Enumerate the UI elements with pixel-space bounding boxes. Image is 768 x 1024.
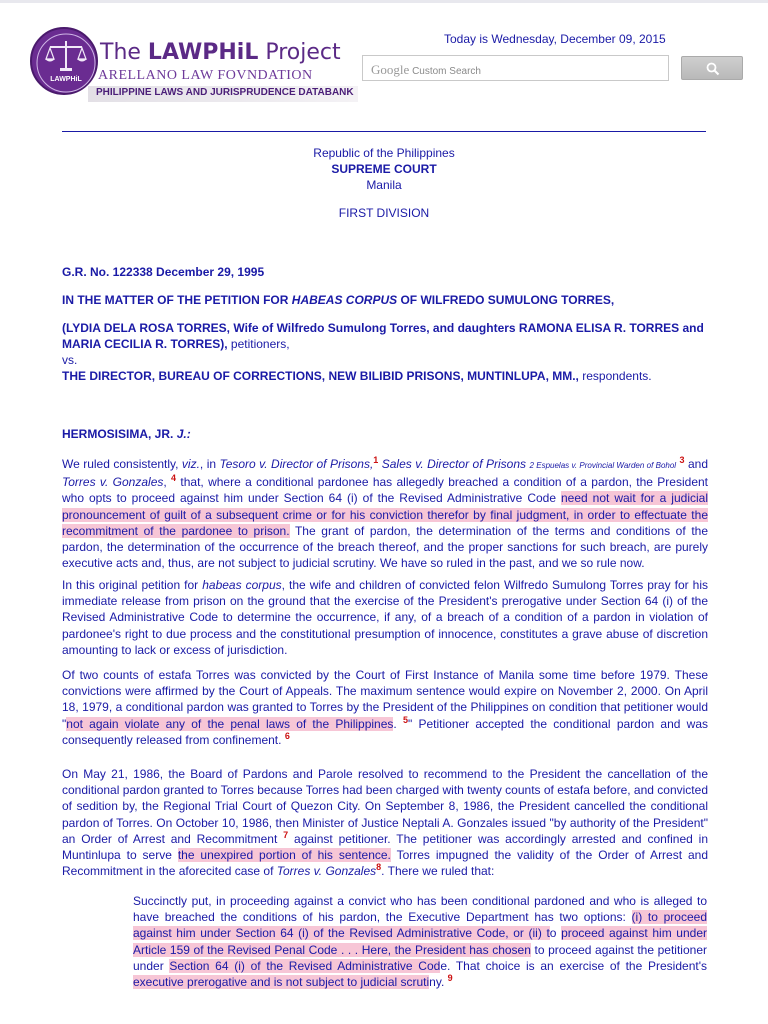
databank-label: PHILIPPINE LAWS AND JURISPRUDENCE DATABANK xyxy=(96,87,354,98)
highlight: Section 64 (i) of the Revised Administrative Cod xyxy=(169,958,441,973)
highlight: proceed against him under Article 159 of the Revised Penal Code . . . Here, the President has chosen xyxy=(133,926,707,957)
highlight: (i) to proceed against him under Section 64 (i) of the Revised Administrative Code, or (ii) t xyxy=(133,910,708,941)
footnote-link-7[interactable]: 7 xyxy=(283,829,289,840)
footnote-link-5[interactable]: 5 xyxy=(402,714,408,725)
ponente: HERMOSISIMA, JR. J.: xyxy=(62,427,191,441)
search-placeholder: Google Custom Search xyxy=(371,62,481,77)
title-prefix: The xyxy=(100,40,141,65)
footnote-link-9[interactable]: 9 xyxy=(447,973,453,984)
seal-text: LAWPHiL xyxy=(50,76,82,83)
footnote-link-4[interactable]: 4 xyxy=(171,473,177,484)
title-brand: LAWPHiL xyxy=(147,40,259,65)
footnote-link-3[interactable]: 3 xyxy=(679,455,685,465)
petitioners: (LYDIA DELA ROSA TORRES, Wife of Wilfredo Sumulong Torres, and daughters RAMONA ELISA R. TORRES and MARIA CECILIA R. TORRES), petitioners, xyxy=(62,321,704,351)
case-matter: IN THE MATTER OF THE PETITION FOR HABEAS CORPUS OF WILFREDO SUMULONG TORRES, xyxy=(62,293,615,307)
today-date: Today is Wednesday, December 09, 2015 xyxy=(444,32,666,46)
lawphil-seal-logo[interactable] xyxy=(30,27,98,95)
republic-line: Republic of the Philippines xyxy=(313,146,455,160)
footnote-link-6[interactable]: 6 xyxy=(284,730,290,741)
site-title[interactable] xyxy=(100,40,341,65)
header-divider xyxy=(62,131,706,132)
search-input[interactable] xyxy=(362,55,669,81)
court-name: SUPREME COURT xyxy=(331,162,437,176)
paragraph-3: Of two counts of estafa Torres was convicted by the Court of First Instance of Manila some time before 1979. These convictions were affirmed by the Court of Appeals. The maximum sentence would expire on November 2, 2000. On April 18, 1979, a conditional pardon was granted to Torres by the President of the Philippines on condition that petitioner would "not again violate any of the penal laws of the Philippines. $^5$" Petitioner accepted the conditional pardon and was consequently released from confinement. $^6$ xyxy=(62,668,709,747)
search-icon xyxy=(706,62,720,76)
footnote-link-1[interactable]: 1 xyxy=(373,455,379,465)
respondents: THE DIRECTOR, BUREAU OF CORRECTIONS, NEW BILIBID PRISONS, MUNTINLUPA, MM., respondents. xyxy=(62,369,652,383)
highlight: executive prerogative and is not subject to judicial scruti xyxy=(133,975,430,990)
case-number: G.R. No. 122338 December 29, 1995 xyxy=(62,265,265,279)
google-brand: Google xyxy=(371,62,410,77)
top-border xyxy=(0,0,768,3)
paragraph-1: We ruled consistently, viz., in Tesoro v. Director of Prisons,$^1$ Sales v. Director of Prisons 2 Espuelas v. Provincial Warden of Bohol $^3$ and Torres v. Gonzales, $^4$ that, where a conditional pardonee has allegedly breached a condition of a pardon, the President who opts to proceed against him under Section 64 (i) of the Revised Administrative Code need not wait for a judicial pronouncement of guilt of a subsequent crime or for his conviction therefor by final judgment, in order to effectuate the recommitment of the pardonee to prison. The grant of pardon, the determination of the terms and conditions of the pardon, the determination of the occurrence of the breach thereof, and the proper sanctions for such breach, are purely executive acts and, thus, are not subject to judicial scrutiny. We have so ruled in the past, and we so rule now. xyxy=(62,455,709,571)
paragraph-4: On May 21, 1986, the Board of Pardons and Parole resolved to recommend to the President the cancellation of the conditional pardon granted to Torres because Torres had been charged with twenty counts of estafa before, and convicted of sedition by, the Regional Trial Court of Quezon City. On September 8, 1986, the President cancelled the conditional pardon of Torres. On October 10, 1986, then Minister of Justice Neptali A. Gonzales issued "by authority of the President" an Order of Arrest and Recommitment $^7$ against petitioner. The petitioner was accordingly arrested and confined in Muntinlupa to serve the unexpired portion of his sentence. Torres impugned the validity of the Order of Arrest and Recommitment in the aforecited case of Torres v. Gonzales$^8$. There we ruled that: xyxy=(62,767,709,879)
highlight: not again violate any of the penal laws of the Philippines xyxy=(66,716,394,731)
search-button[interactable] xyxy=(681,56,743,80)
highlight: need not wait for a judicial pronouncement of guilt of a subsequent crime or for his conviction therefor by final judgment, in order to effectuate the recommitment of the pardonee to prison. xyxy=(62,491,708,538)
site-subtitle: ARELLANO LAW FOVNDATION xyxy=(98,68,313,83)
division-name: FIRST DIVISION xyxy=(338,206,430,220)
highlight: the unexpired portion of his sentence. xyxy=(177,848,391,863)
title-suffix: Project xyxy=(265,40,341,65)
paragraph-2: In this original petition for habeas corpus, the wife and children of convicted felon Wilfredo Sumulong Torres pray for his immediate release from prison on the ground that the exercise of the President's prerogative under Section 64 (i) of the Revised Administrative Code to determine the occurrence, if any, of a breach of a condition of a pardon in violation of pardonee's right to due process and the constitutional presumption of innocence, constitutes a grave abuse of discretion amounting to lack or excess of jurisdiction. xyxy=(62,578,708,657)
block-quote: Succinctly put, in proceeding against a convict who has been conditional pardoned and who is alleged to have breached the conditions of his pardon, the Executive Department has two options: (i) to proceed against him under Section 64 (i) of the Revised Administrative Code, or (ii) to proceed against him under Article 159 of the Revised Penal Code . . . Here, the President has chosen to proceed against the petitioner under Section 64 (i) of the Revised Administrative Code. That choice is an exercise of the President's executive prerogative and is not subject to judicial scrutiny. $^9$ xyxy=(133,894,708,990)
footnote-link-8[interactable]: 8 xyxy=(376,862,382,873)
court-city: Manila xyxy=(366,178,402,192)
versus: vs. xyxy=(62,353,78,367)
